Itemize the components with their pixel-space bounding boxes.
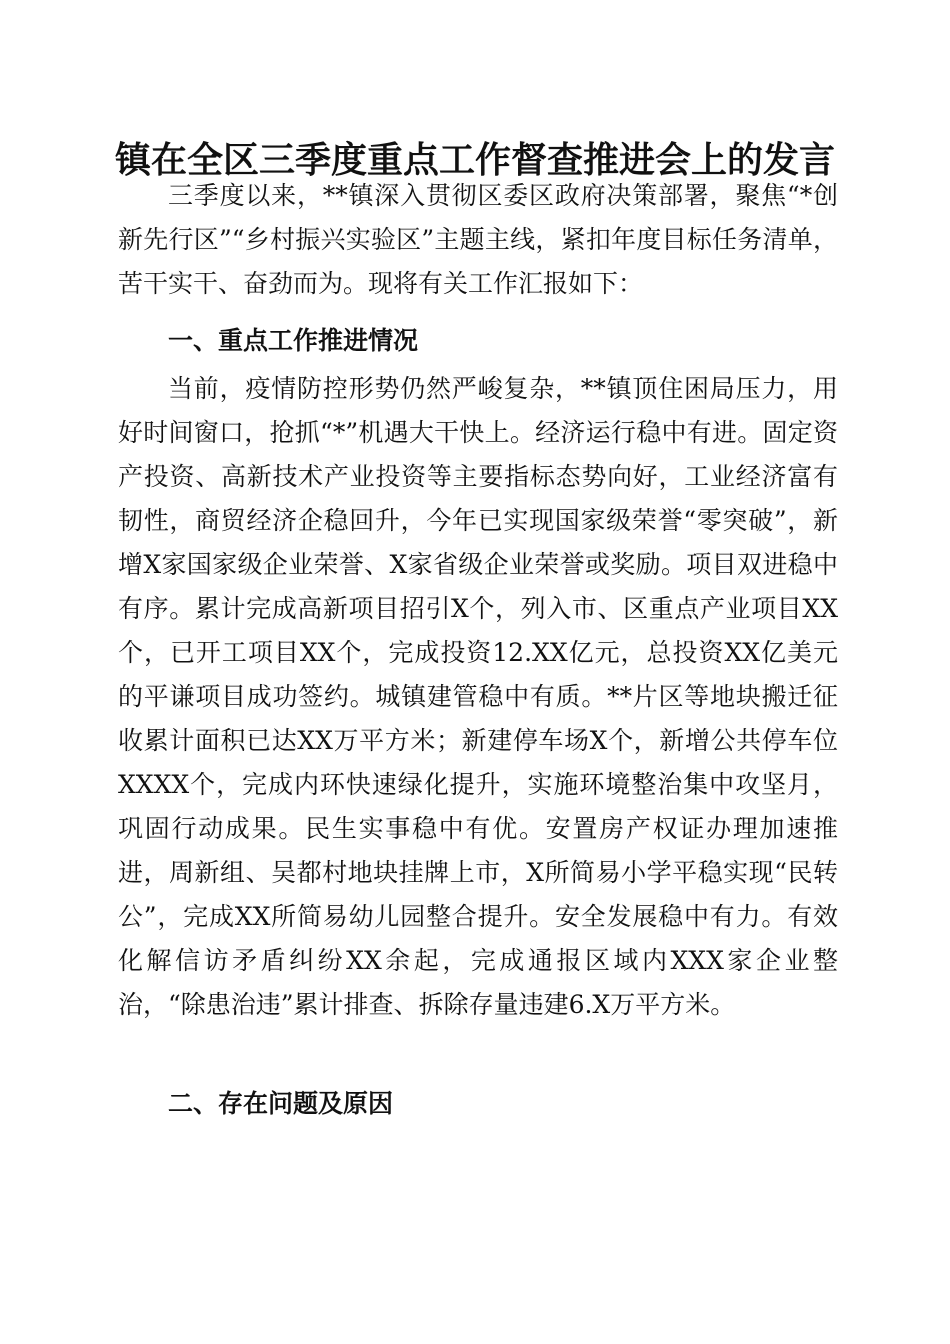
intro-paragraph: 三季度以来，**镇深入贯彻区委区政府决策部署，聚焦“*创新先行区”“乡村振兴实验区”主题主线，紧扣年度目标任务清单，苦干实干、奋劲而为。现将有关工作汇报如下： [118,181,838,298]
section-heading-2: 二、存在问题及原因 [168,1089,394,1118]
section-heading-1: 一、重点工作推进情况 [168,326,419,355]
document-title: 镇在全区三季度重点工作督查推进会上的发言 [114,139,835,181]
section-paragraph-1: 当前，疫情防控形势仍然严峻复杂，**镇顶住困局压力，用好时间窗口，抢抓“*”机遇大干快上。经济运行稳中有进。固定资产投资、高新技术产业投资等主要指标态势向好，工业经济富有韧性，商贸经济企稳回升，今年已实现国家级荣誉“零突破”，新增X家国家级企业荣誉、X家省级企业荣誉或奖励。项目双进稳中有序。累计完成高新项目招引X个，列入市、区重点产业项目XX个，已开工项目XX个，完成投资12.XX亿元，总投资XX亿美元的平谦项目成功签约。城镇建管稳中有质。**片区等地块搬迁征收累计面积已达XX万平方米；新建停车场X个，新增公共停车位XXXX个，完成内环快速绿化提升，实施环境整治集中攻坚月，巩固行动成果。民生实事稳中有优。安置房产权证办理加速推进，周新组、吴都村地块挂牌上市，X所简易小学平稳实现“民转公”，完成XX所简易幼儿园整合提升。安全发展稳中有力。有效化解信访矛盾纠纷XX余起，完成通报区域内XXX家企业整治，“除患治违”累计排查、拆除存量违建6.X万平方米。 [118,374,838,1019]
